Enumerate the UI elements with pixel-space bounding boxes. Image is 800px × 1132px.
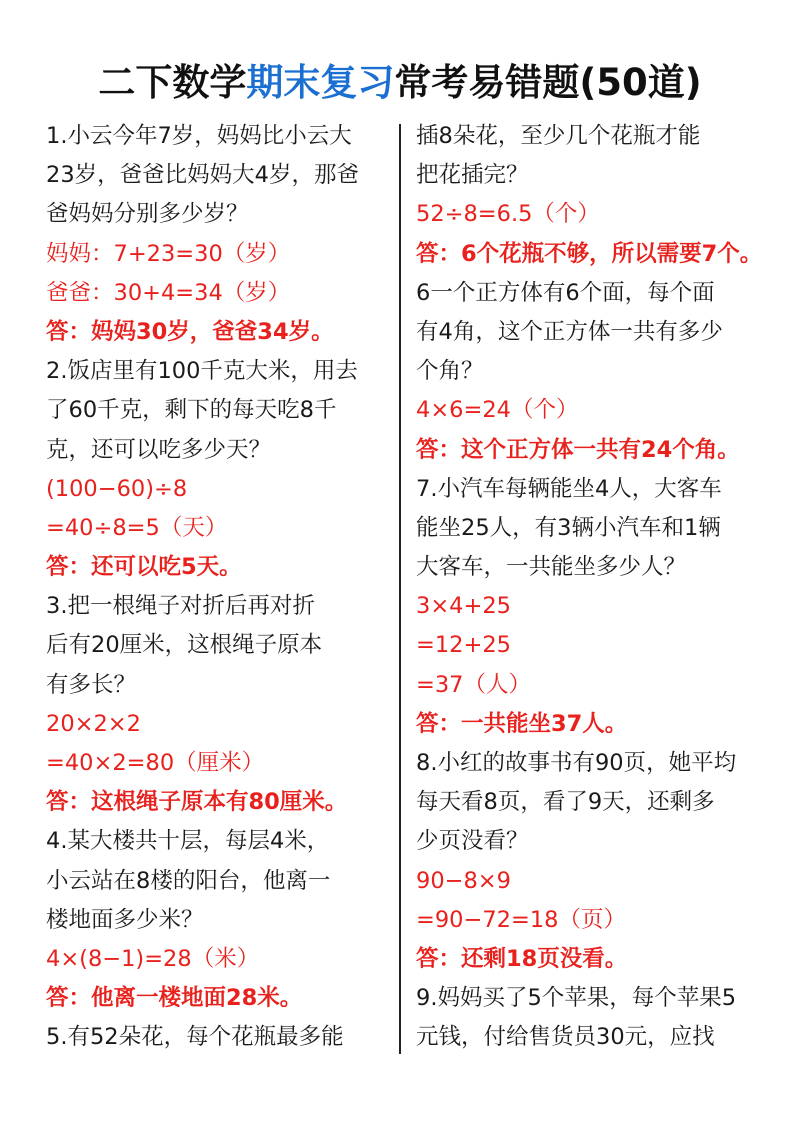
solution-line: 4×(8−1)=28（米）: [46, 945, 260, 972]
solution-line: =40÷8=5（天）: [46, 514, 228, 541]
question-line: 大客车，一共能坐多少人？: [416, 554, 687, 581]
question-line: 2.饭店里有100千克大米，用去: [46, 358, 358, 385]
right-column: [416, 117, 786, 1058]
answer-line: 答：6个花瓶不够，所以需要7个。: [416, 240, 763, 267]
solution-line: =37（人）: [416, 671, 531, 698]
question-line: 了60千克，剩下的每天吃8千: [46, 397, 337, 424]
answer-line: 答：还可以吃5天。: [46, 554, 242, 581]
title-part-1: 二下数学: [98, 61, 247, 104]
question-line: 有多长？: [46, 671, 137, 698]
question-line: 后有20厘米，这根绳子原本: [46, 632, 323, 659]
question-line: 23岁，爸爸比妈妈大4岁，那爸: [46, 162, 359, 189]
answer-line: 答：妈妈30岁，爸爸34岁。: [46, 318, 334, 345]
question-line: 8.小红的故事书有90页，她平均: [416, 750, 737, 776]
question-line: 插8朵花，至少几个花瓶才能: [416, 123, 701, 149]
question-line: 7.小汽车每辆能坐4人，大客车: [416, 475, 722, 502]
column-divider: [399, 124, 401, 1054]
solution-line: 4×6=24（个）: [416, 397, 579, 424]
question-line: 小云站在8楼的阳台，他离一: [46, 867, 331, 894]
question-line: 3.把一根绳子对折后再对折: [46, 593, 315, 620]
solution-line: 妈妈：7+23=30（岁）: [46, 240, 291, 267]
question-line: 克，还可以吃多少天？: [46, 436, 272, 463]
question-line: 有4角，这个正方体一共有多少: [416, 318, 723, 345]
title-part-2: 常考易错题(50道): [394, 61, 702, 104]
solution-line: =12+25: [416, 632, 511, 659]
answer-line: 答：还剩18页没看。: [416, 945, 628, 972]
question-line: 把花插完？: [416, 162, 529, 189]
solution-line: =90−72=18（页）: [416, 906, 626, 933]
answer-line: 答：这个正方体一共有24个角。: [416, 436, 740, 463]
solution-line: (100−60)÷8: [46, 475, 188, 502]
question-line: 个角？: [416, 358, 484, 385]
question-line: 9.妈妈买了5个苹果，每个苹果5: [416, 985, 737, 1012]
question-line: 每天看8页，看了9天，还剩多: [416, 789, 715, 816]
answer-line: 答：这根绳子原本有80厘米。: [46, 789, 348, 816]
question-line: 元钱，付给售货员30元，应找: [416, 1024, 715, 1051]
page-title: [0, 58, 800, 108]
question-line: 4.某大楼共十层，每层4米，: [46, 828, 330, 855]
question-line: 能坐25人，有3辆小汽车和1辆: [416, 514, 721, 541]
question-line: 5.有52朵花，每个花瓶最多能: [46, 1024, 344, 1051]
question-line: 楼地面多少米？: [46, 906, 204, 933]
solution-line: 20×2×2: [46, 710, 141, 737]
left-column: [46, 117, 391, 1058]
title-highlight: 期末复习: [246, 61, 395, 104]
solution-line: 52÷8=6.5（个）: [416, 201, 600, 228]
question-line: 6一个正方体有6个面，每个面: [416, 279, 715, 306]
solution-line: 90−8×9: [416, 867, 511, 894]
solution-line: 3×4+25: [416, 593, 511, 620]
solution-line: 爸爸：30+4=34（岁）: [46, 279, 291, 306]
question-line: 1.小云今年7岁，妈妈比小云大: [46, 123, 352, 149]
question-line: 爸妈妈分别多少岁？: [46, 201, 249, 228]
answer-line: 答：他离一楼地面28米。: [46, 985, 303, 1012]
answer-line: 答：一共能坐37人。: [416, 710, 628, 737]
solution-line: =40×2=80（厘米）: [46, 750, 265, 776]
question-line: 少页没看？: [416, 828, 529, 855]
